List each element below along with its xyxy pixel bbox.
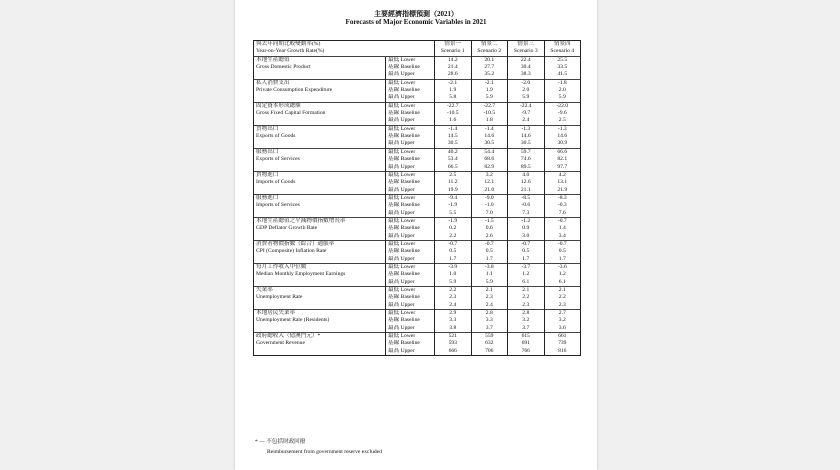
estimate-type: 基線 Baseline <box>386 64 435 71</box>
indicator-name-cn: 服務出口 <box>256 148 279 155</box>
estimate-type: 最低 Lower <box>386 217 435 225</box>
forecast-value: -1.3 <box>544 125 581 133</box>
indicator-name-cell <box>254 194 386 217</box>
indicator-name-en: Imports of Goods <box>256 178 296 185</box>
estimate-type: 最低 Lower <box>386 194 435 202</box>
estimate-type: 基線 Baseline <box>386 340 435 347</box>
forecast-value: 2.2 <box>508 294 545 301</box>
forecast-value: -0.7 <box>435 240 472 248</box>
table-row <box>254 263 581 271</box>
forecast-value: -22.4 <box>508 102 545 110</box>
forecast-value: -0.6 <box>508 202 545 209</box>
indicator-name-en: Unemployment Rate (Residents) <box>256 317 330 324</box>
forecast-value: 68.6 <box>471 156 508 163</box>
forecast-value: 691 <box>508 340 545 347</box>
scenario-header-cn: 情景一 <box>435 41 472 49</box>
forecast-value: -1.9 <box>448 202 458 209</box>
forecast-value: 1.7 <box>471 256 508 264</box>
forecast-value: 1.9 <box>471 87 508 94</box>
forecast-value: -10.5 <box>471 110 508 117</box>
forecast-value: 40.2 <box>435 148 472 156</box>
estimate-type: 最低 Lower <box>386 263 435 271</box>
forecast-value: 82.1 <box>544 156 581 163</box>
forecast-value: 5.5 <box>449 209 457 216</box>
table-row <box>254 217 581 225</box>
document-title-cn: 主要經濟指標預測（2021） <box>374 10 458 18</box>
forecast-value: 5.9 <box>471 94 508 102</box>
estimate-type: 基線 Baseline <box>386 133 435 140</box>
forecast-value: 22.4 <box>508 56 545 64</box>
forecast-value: 74.6 <box>508 156 545 163</box>
forecast-value: -9.6 <box>544 110 581 117</box>
table-row <box>254 125 581 133</box>
forecast-value: 1.6 <box>449 117 457 124</box>
estimate-type: 最高 Upper <box>386 325 435 333</box>
forecast-value: 3.3 <box>449 317 457 324</box>
forecast-value: 3.2 <box>508 317 545 324</box>
forecast-value: 3.7 <box>471 325 508 333</box>
estimate-type: 基線 Baseline <box>386 179 435 186</box>
forecast-value: 59.7 <box>508 148 545 156</box>
scenario-header-cn: 情景三 <box>508 41 545 49</box>
forecast-value: 2.0 <box>508 87 545 94</box>
forecast-value: 2.1 <box>508 287 545 295</box>
forecast-value: 30.4 <box>508 64 545 71</box>
estimate-type: 基線 Baseline <box>386 156 435 163</box>
forecast-value: 2.3 <box>471 294 508 301</box>
forecast-value: 0.2 <box>449 225 457 232</box>
forecast-value: 30.5 <box>447 140 458 147</box>
forecast-value: -1.0 <box>471 202 508 209</box>
table-row <box>254 333 581 341</box>
scenario-header-en: Scenario 4 <box>544 48 581 56</box>
indicator-name-en: Imports of Services <box>256 201 300 208</box>
estimate-type: 最低 Lower <box>386 148 435 156</box>
forecast-value: -9.0 <box>471 194 508 202</box>
forecast-value: 1.2 <box>544 271 581 278</box>
indicator-name-en: Unemployment Rate <box>256 294 303 300</box>
forecast-value: 2.8 <box>508 310 545 318</box>
forecast-value: 12.1 <box>471 179 508 186</box>
forecast-value: 38.3 <box>508 71 545 79</box>
forecast-value: -0.3 <box>544 202 581 209</box>
forecast-value: -0.7 <box>544 217 581 225</box>
indicator-name-cell <box>254 217 386 240</box>
forecast-value: 0.5 <box>449 248 457 255</box>
forecast-value: 1.8 <box>471 117 508 125</box>
indicator-name-cn: 固定資本形成總額 <box>256 102 301 109</box>
forecast-value: 2.5 <box>435 171 472 179</box>
estimate-type: 最高 Upper <box>386 302 435 310</box>
forecast-value: 97.7 <box>544 164 581 172</box>
indicator-name-en: Private Consumption Expenditure <box>256 86 333 93</box>
indicator-name-cn: 失業率 <box>256 287 273 293</box>
indicator-name-en: Government Revenue <box>256 340 305 347</box>
table-row <box>254 194 581 202</box>
forecast-value: 4.0 <box>508 171 545 179</box>
estimate-type: 最高 Upper <box>386 117 435 125</box>
forecast-value: 21.0 <box>471 187 508 195</box>
table-row <box>254 56 581 64</box>
footnote-cn: * — 不包括財政回撥 <box>255 439 306 445</box>
estimate-type: 基線 Baseline <box>386 294 435 301</box>
forecast-value: 4.2 <box>544 171 581 179</box>
forecast-value: -3.7 <box>508 263 545 271</box>
forecast-value: 0.9 <box>508 225 545 232</box>
estimate-type: 最高 Upper <box>386 348 435 356</box>
forecast-value: 5.9 <box>508 94 545 102</box>
forecast-value: 89.5 <box>508 164 545 172</box>
forecast-value: 27.7 <box>471 64 508 71</box>
estimate-type: 最低 Lower <box>386 171 435 179</box>
forecast-value: 521 <box>435 333 472 341</box>
forecast-value: 11.2 <box>447 179 458 186</box>
forecast-value: 53.4 <box>447 156 458 163</box>
indicator-name-cell <box>254 171 386 194</box>
forecast-value: 2.1 <box>471 287 508 295</box>
estimate-type: 最低 Lower <box>386 287 435 295</box>
forecast-value: -0.7 <box>544 240 581 248</box>
forecast-value: -3.8 <box>471 263 508 271</box>
footnote-en: Reimbursement from government reserve excluded <box>267 449 382 455</box>
forecast-value: 1.0 <box>449 271 457 278</box>
estimate-type: 最高 Upper <box>386 210 435 218</box>
estimate-type: 最低 Lower <box>386 79 435 87</box>
table-row <box>254 79 581 87</box>
forecast-value: 6.1 <box>544 279 581 287</box>
indicator-name-cn: 消費者物價指數（綜合）通脹率 <box>256 240 335 247</box>
indicator-name-cn: 政府總收入（億澳門元）* <box>256 333 321 340</box>
estimate-type: 最高 Upper <box>386 71 435 79</box>
forecast-value: 2.0 <box>544 87 581 94</box>
table-row <box>254 171 581 179</box>
indicator-name-cell <box>254 102 386 125</box>
forecast-value: 21.4 <box>447 64 458 71</box>
indicator-name-cell <box>254 287 386 310</box>
indicator-name-en: Gross Fixed Capital Formation <box>256 109 326 116</box>
indicator-name-cn: 私人消費支出 <box>256 79 290 86</box>
forecast-value: 12.6 <box>508 179 545 186</box>
estimate-type: 最低 Lower <box>386 310 435 318</box>
indicator-name-cn: 本地居民失業率 <box>256 310 296 317</box>
estimate-type: 最高 Upper <box>386 164 435 172</box>
estimate-type: 基線 Baseline <box>386 248 435 255</box>
estimate-type: 最低 Lower <box>386 240 435 248</box>
forecast-value: 3.2 <box>471 171 508 179</box>
estimate-type: 最高 Upper <box>386 187 435 195</box>
forecast-value: -22.0 <box>544 102 581 110</box>
forecast-value: 5.8 <box>449 94 457 101</box>
forecast-value: 3.0 <box>508 233 545 241</box>
forecast-value: -1.4 <box>471 125 508 133</box>
forecast-value: 766 <box>508 348 545 356</box>
forecast-value: 661 <box>544 333 581 341</box>
indicator-name-cell <box>254 148 386 171</box>
indicator-name-cell <box>254 79 386 102</box>
forecast-value: 816 <box>544 348 581 356</box>
forecast-value: -0.7 <box>508 240 545 248</box>
forecast-value: 54.4 <box>471 148 508 156</box>
indicator-name-cn: 每月工作收入中位數 <box>256 263 307 270</box>
estimate-type: 基線 Baseline <box>386 225 435 232</box>
forecast-value: 3.4 <box>544 233 581 241</box>
forecast-value: -1.2 <box>508 217 545 225</box>
forecast-value: 615 <box>508 333 545 341</box>
forecast-value: 2.3 <box>449 294 457 301</box>
forecast-value: -1.4 <box>435 125 472 133</box>
forecast-value: 2.9 <box>435 310 472 318</box>
forecast-value: 1.7 <box>449 255 457 262</box>
forecast-value: -1.9 <box>435 217 472 225</box>
forecast-value: 559 <box>471 333 508 341</box>
table-row <box>254 310 581 318</box>
indicator-name-en: Exports of Services <box>256 155 300 162</box>
forecast-value: 2.3 <box>508 302 545 310</box>
forecast-value: 14.2 <box>435 56 472 64</box>
forecast-value: 14.5 <box>447 133 458 140</box>
forecast-value: 14.6 <box>471 133 508 140</box>
indicator-name-cell <box>254 125 386 148</box>
estimate-type: 基線 Baseline <box>386 317 435 324</box>
forecast-value: 41.5 <box>544 71 581 79</box>
forecast-value: 2.1 <box>544 287 581 295</box>
forecast-value: 14.6 <box>508 133 545 140</box>
forecast-value: -9.7 <box>508 110 545 117</box>
forecast-value: 2.2 <box>435 287 472 295</box>
estimate-type: 最低 Lower <box>386 56 435 64</box>
forecast-value: 66.6 <box>544 148 581 156</box>
estimate-type: 最低 Lower <box>386 125 435 133</box>
indicator-name-cell <box>254 310 386 333</box>
estimate-type: 最高 Upper <box>386 140 435 148</box>
indicator-name-en: Median Monthly Employment Earnings <box>256 270 346 277</box>
indicator-name-cn: 本地生產總值 <box>256 56 290 63</box>
forecast-value: -22.7 <box>435 102 472 110</box>
forecast-value: 739 <box>544 340 581 347</box>
forecast-value: 2.4 <box>508 117 545 125</box>
table-row <box>254 240 581 248</box>
forecast-value: 28.6 <box>447 71 458 78</box>
indicator-name-cn: 服務進口 <box>256 194 279 201</box>
forecast-value: 2.8 <box>471 310 508 318</box>
indicator-name-cell <box>254 333 386 356</box>
forecast-value: 1.2 <box>508 271 545 278</box>
forecast-value: 2.5 <box>544 117 581 125</box>
forecast-value: 33.5 <box>544 64 581 71</box>
estimate-type: 基線 Baseline <box>386 87 435 94</box>
forecast-value: -3.9 <box>435 263 472 271</box>
forecast-value: 5.9 <box>471 279 508 287</box>
forecast-value: 5.9 <box>449 278 457 285</box>
forecast-value: 7.3 <box>508 210 545 218</box>
forecast-value: 20.1 <box>471 56 508 64</box>
forecast-value: 14.6 <box>544 133 581 140</box>
forecast-value: 3.8 <box>449 324 457 331</box>
forecast-value: -8.3 <box>544 194 581 202</box>
forecast-value: 66.5 <box>447 163 458 170</box>
estimate-type: 最高 Upper <box>386 279 435 287</box>
table-row <box>254 148 581 156</box>
forecast-value: 0.5 <box>508 248 545 255</box>
forecast-value: -0.7 <box>471 240 508 248</box>
forecast-table <box>253 40 581 356</box>
indicator-name-en: Exports of Goods <box>256 132 296 139</box>
document-page <box>235 0 597 470</box>
forecast-value: -2.0 <box>508 79 545 87</box>
forecast-value: 30.5 <box>508 140 545 148</box>
estimate-type: 基線 Baseline <box>386 271 435 278</box>
estimate-type: 最低 Lower <box>386 102 435 110</box>
forecast-value: 7.0 <box>471 210 508 218</box>
forecast-value: 0.6 <box>471 225 508 232</box>
estimate-type: 最低 Lower <box>386 333 435 341</box>
forecast-value: 1.1 <box>471 271 508 278</box>
estimate-type: 最高 Upper <box>386 233 435 241</box>
forecast-value: 25.5 <box>544 56 581 64</box>
forecast-value: 1.7 <box>544 256 581 264</box>
forecast-value: 7.6 <box>544 210 581 218</box>
estimate-type: 最高 Upper <box>386 94 435 102</box>
forecast-value: 593 <box>448 340 457 347</box>
forecast-value: 2.4 <box>471 302 508 310</box>
forecast-value: -9.4 <box>435 194 472 202</box>
forecast-value: 2.7 <box>544 310 581 318</box>
forecast-value: 5.9 <box>544 94 581 102</box>
forecast-value: -1.3 <box>508 125 545 133</box>
estimate-type: 基線 Baseline <box>386 110 435 117</box>
header-label-cn: 與去年同期比較變動率(%) <box>254 41 435 49</box>
estimate-type: 基線 Baseline <box>386 202 435 209</box>
indicator-name-en: Gross Domestic Product <box>256 63 311 70</box>
forecast-value: 0.5 <box>544 248 581 255</box>
forecast-value: -3.6 <box>544 263 581 271</box>
forecast-value: -10.5 <box>446 110 459 117</box>
scenario-header-en: Scenario 2 <box>471 48 508 56</box>
indicator-name-cn: 貨物出口 <box>256 125 279 132</box>
forecast-value: 19.9 <box>447 186 458 193</box>
indicator-name-cn: 貨物進口 <box>256 171 279 178</box>
forecast-value: -2.1 <box>435 79 472 87</box>
forecast-value: 30.9 <box>544 140 581 148</box>
indicator-name-cell <box>254 56 386 79</box>
forecast-value: 30.5 <box>471 140 508 148</box>
forecast-value: 0.5 <box>471 248 508 255</box>
forecast-value: 3.3 <box>471 317 508 324</box>
forecast-value: -1.8 <box>544 79 581 87</box>
forecast-value: -1.5 <box>471 217 508 225</box>
indicator-name-cn: 本地生產總值之平減物價指數增長率 <box>256 217 346 224</box>
forecast-value: -22.7 <box>471 102 508 110</box>
forecast-value: 35.2 <box>471 71 508 79</box>
forecast-value: 2.3 <box>544 302 581 310</box>
indicator-name-en: GDP Deflator Growth Rate <box>256 224 318 231</box>
forecast-value: 3.6 <box>544 325 581 333</box>
forecast-value: 21.1 <box>508 187 545 195</box>
scenario-header-en: Scenario 3 <box>508 48 545 56</box>
forecast-value: 666 <box>435 348 472 356</box>
forecast-value: -2.1 <box>471 79 508 87</box>
document-title-en: Forecasts of Major Economic Variables in 2021 <box>345 18 487 26</box>
forecast-value: 1.9 <box>449 87 457 94</box>
header-label-en: Year-on-Year Growth Rate(%) <box>254 48 435 56</box>
indicator-name-cell <box>254 240 386 263</box>
table-row <box>254 102 581 110</box>
forecast-value: -8.5 <box>508 194 545 202</box>
forecast-value: 13.1 <box>544 179 581 186</box>
forecast-value: 2.2 <box>544 294 581 301</box>
indicator-name-cell <box>254 263 386 286</box>
forecast-value: 1.4 <box>544 225 581 232</box>
forecast-value: 632 <box>471 340 508 347</box>
scenario-header-en: Scenario 1 <box>435 48 472 56</box>
table-row <box>254 287 581 295</box>
scenario-header-cn: 情景四 <box>544 41 581 49</box>
forecast-value: 6.1 <box>508 279 545 287</box>
estimate-type: 最高 Upper <box>386 256 435 264</box>
forecast-value: 82.9 <box>471 164 508 172</box>
forecast-value: 3.2 <box>544 317 581 324</box>
scenario-header-cn: 情景二 <box>471 41 508 49</box>
indicator-name-en: CPI (Composite) Inflation Rate <box>256 247 327 254</box>
forecast-value: 1.7 <box>508 256 545 264</box>
forecast-value: 3.7 <box>508 325 545 333</box>
forecast-value: 2.6 <box>471 233 508 241</box>
forecast-value: 2.2 <box>449 232 457 239</box>
forecast-value: 2.4 <box>449 301 457 308</box>
forecast-value: 21.9 <box>544 187 581 195</box>
forecast-value: 706 <box>471 348 508 356</box>
